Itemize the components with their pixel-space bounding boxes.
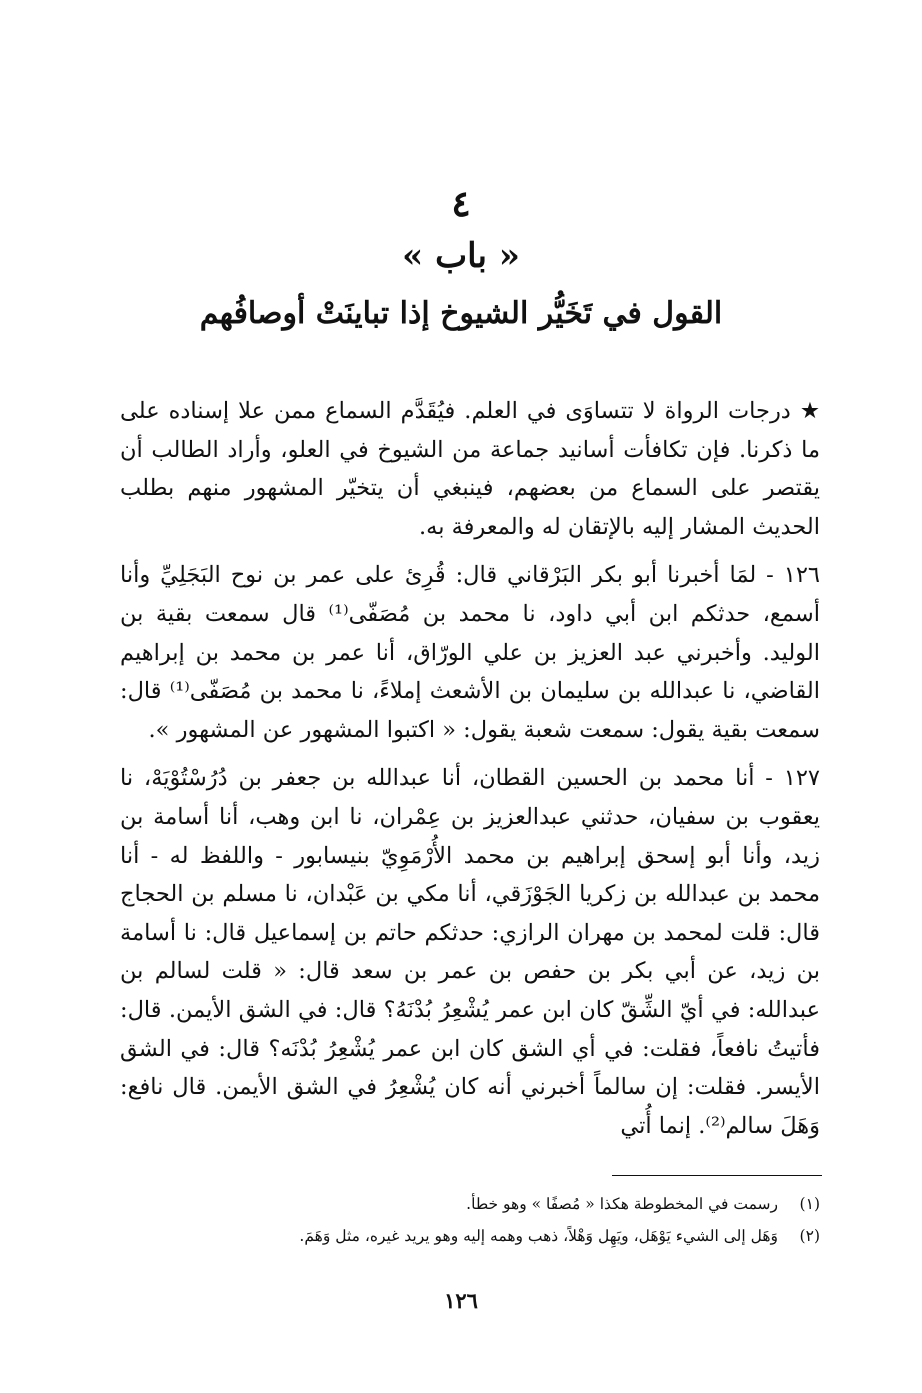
body-text (120, 392, 820, 1155)
footnote-number: (١) (799, 1195, 820, 1213)
footnote-1 (160, 1188, 820, 1220)
footnote-text: وَهَل إلى الشيء يَوْهَل، ويَهِل وَهْلاً، ذهب وهمه إليه وهو يريد غيره، مثل وَهَمَ. (299, 1227, 778, 1245)
footnote-text: رسمت في المخطوطة هكذا « مُصفًا » وهو خطأ. (466, 1195, 778, 1213)
footnote-2 (160, 1220, 820, 1252)
chapter-title: القول في تَخَيُّر الشيوخ إذا تباينَتْ أوصافُهم (199, 296, 723, 331)
footnote-number: (٢) (799, 1227, 820, 1245)
footnotes (160, 1188, 820, 1252)
paragraph-127: ١٢٧ - أنا محمد بن الحسين القطان، أنا عبدالله بن جعفر بن دُرُسْتُوْيَهْ، نا يعقوب بن سفيان، حدثني عبدالعزيز بن عِمْران، نا ابن وهب، أنا أسامة بن زيد، وأنا أبو إسحق إبراهيم بن محمد الأُرْمَوِيّ بنيسابور - واللفظ له - أنا محمد بن عبدالله بن زكريا الجَوْزَقي، أنا مكي بن عَبْدان، نا مسلم بن الحجاج قال: قلت لمحمد بن مهران الرازي: حدثكم حاتم بن إسماعيل قال: نا أسامة بن زيد، عن أبي بكر بن حفص بن عمر بن سعد قال: « قلت لسالم بن عبدالله: في أيّ الشِّقّ كان ابن عمر يُشْعِرُ بُدْنَهُ؟ قال: في الشق الأيمن. قال: فأتيتُ نافعاً، فقلت: في أي الشق كان ابن عمر يُشْعِرُ بُدْنَه؟ قال: في الشق الأيسر. فقلت: إن سالماً أخبرني أنه كان يُشْعِرُ في الشق الأيمن. قال نافع: وَهَلَ سالم⁽²⁾. إنما أُتي (120, 765, 820, 1139)
page-number: ١٢٦ (444, 1288, 478, 1313)
paragraph-intro: ★ درجات الرواة لا تتساوَى في العلم. فيُقَدَّم السماع ممن علا إسناده على ما ذكرنا. فإن تكافأت أسانيد جماعة من الشيوخ في العلو، وأراد الطالب أن يقتصر على السماع من بعضهم، فينبغي أن يتخيّر المشهور منهم بطلب الحديث المشار إليه بالإتقان له والمعرفة به. (120, 398, 820, 540)
chapter-number: ٤ (451, 183, 471, 225)
footnote-divider (612, 1175, 822, 1176)
paragraph-126: ١٢٦ - لمَا أخبرنا أبو بكر البَرْقاني قال: قُرِئ على عمر بن نوح البَجَلِيِّ وأنا أسمع، حدثكم ابن أبي داود، نا محمد بن مُصَفّى⁽¹⁾ قال سمعت بقية بن الوليد. وأخبرني عبد العزيز بن علي الورّاق، أنا عمر بن محمد بن إبراهيم القاضي، نا عبدالله بن سليمان بن الأشعث إملاءً، نا محمد بن مُصَفّى⁽¹⁾ قال: سمعت بقية يقول: سمعت شعبة يقول: « اكتبوا المشهور عن المشهور ». (120, 562, 820, 743)
chapter-label: « باب » (401, 236, 520, 276)
